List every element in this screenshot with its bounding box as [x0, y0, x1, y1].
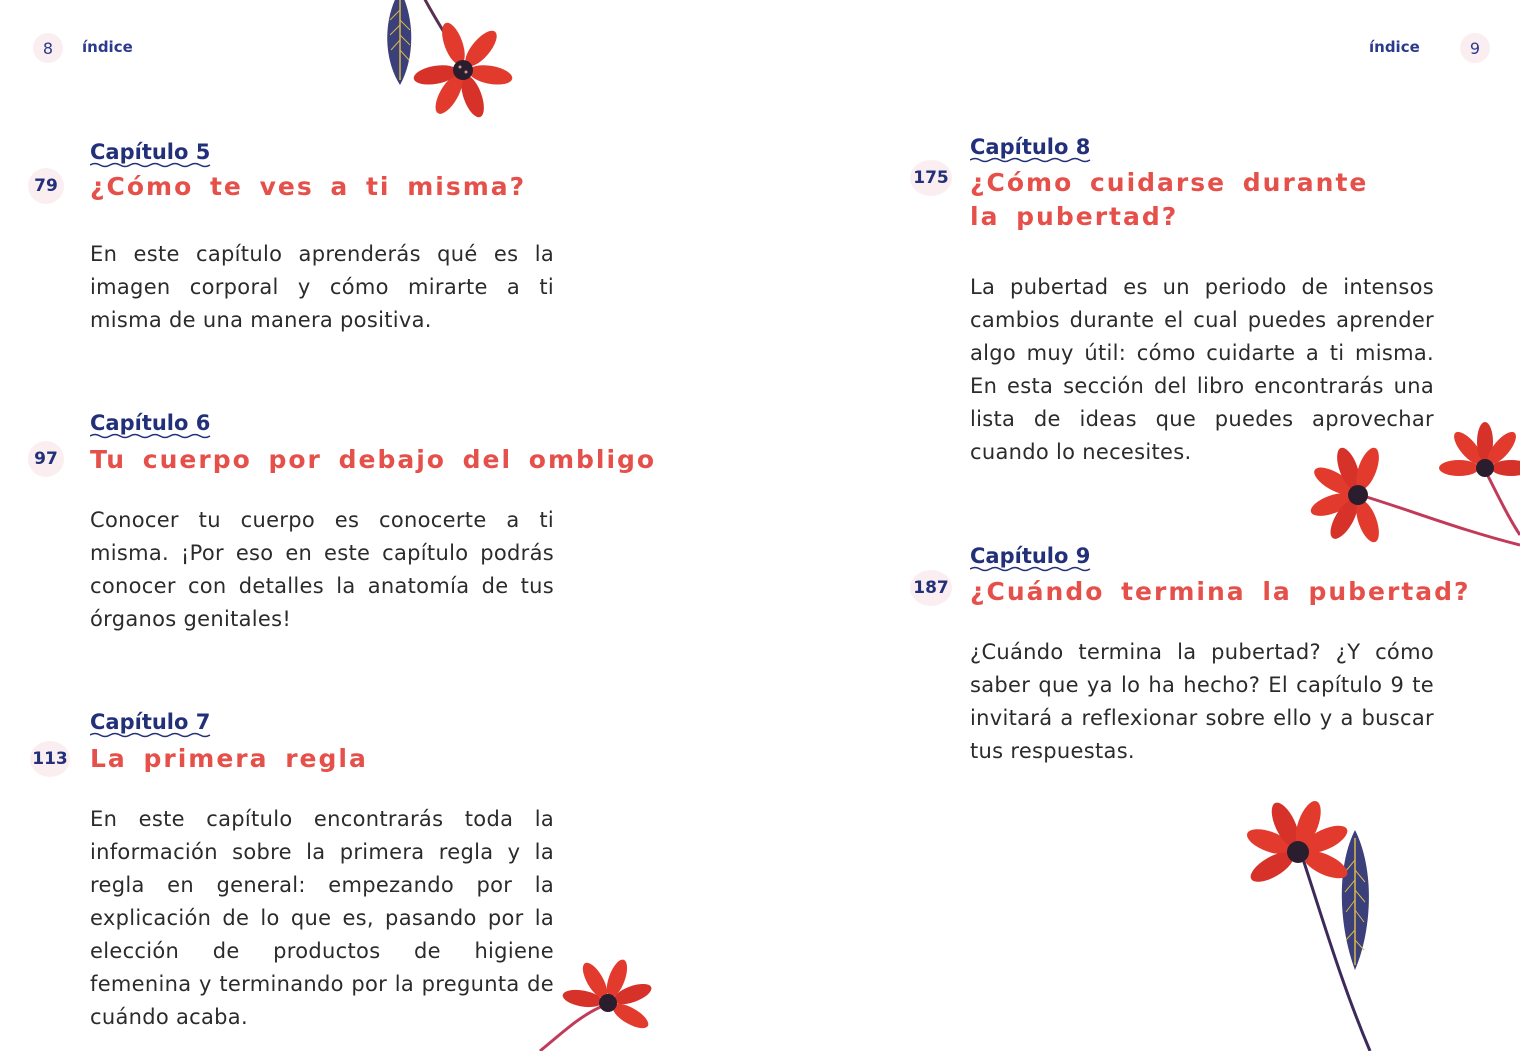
section-label-left: índice — [82, 38, 133, 56]
chapter-8-label: Capítulo 8 — [970, 135, 1092, 163]
chapter-9-title[interactable]: ¿Cuándo termina la pubertad? — [970, 577, 1471, 606]
chapter-7-title[interactable]: La primera regla — [90, 744, 368, 773]
flower-icon — [530, 945, 680, 1051]
page-number-left: 8 — [33, 33, 63, 63]
chapter-8-page-badge[interactable]: 175 — [910, 160, 952, 196]
chapter-5-description: En este capítulo aprenderás qué es la imagen corporal y cómo mirarte a ti misma de una manera positiva. — [90, 242, 554, 332]
chapter-7-page-badge[interactable]: 113 — [30, 741, 70, 777]
chapter-6-page-badge[interactable]: 97 — [28, 441, 64, 477]
chapter-6-title[interactable]: Tu cuerpo por debajo del ombligo — [90, 445, 657, 474]
chapter-8-description: La pubertad es un periodo de intensos cambios durante el cual puedes aprender algo muy útil: cómo cuidarte a ti misma. En esta sección del libro encontrarás una lista de ideas que puedes aprovechar cuando lo necesites. — [970, 275, 1434, 464]
chapter-7-label: Capítulo 7 — [90, 710, 212, 738]
chapter-5-title[interactable]: ¿Cómo te ves a ti misma? — [90, 172, 527, 201]
chapter-8-title[interactable]: ¿Cómo cuidarse durante la pubertad? — [970, 168, 1369, 231]
flower-icon — [1280, 410, 1520, 560]
chapter-9-label: Capítulo 9 — [970, 544, 1092, 572]
flower-icon — [1230, 780, 1410, 1051]
chapter-5-label: Capítulo 5 — [90, 140, 212, 168]
chapter-6-description: Conocer tu cuerpo es conocerte a ti misma. ¡Por eso en este capítulo podrás conocer con detalles la anatomía de tus órganos genitales! — [90, 508, 554, 631]
page-number-right: 9 — [1460, 33, 1490, 63]
chapter-9-page-badge[interactable]: 187 — [910, 570, 952, 606]
section-label-right: índice — [1369, 38, 1420, 56]
flower-icon — [360, 0, 540, 140]
chapter-9-description: ¿Cuándo termina la pubertad? ¿Y cómo saber que ya lo ha hecho? El capítulo 9 te invitará a reflexionar sobre ello y a buscar tus respuestas. — [970, 640, 1434, 763]
chapter-6-label: Capítulo 6 — [90, 411, 212, 439]
right-page — [760, 0, 1520, 1051]
chapter-7-description: En este capítulo encontrarás toda la información sobre la primera regla y la regla en general: empezando por la explicación de lo que es, pasando por la elección de productos de higiene femenina y terminando por la pregunta de cuándo acaba. — [90, 807, 554, 1029]
chapter-5-page-badge[interactable]: 79 — [28, 168, 64, 204]
